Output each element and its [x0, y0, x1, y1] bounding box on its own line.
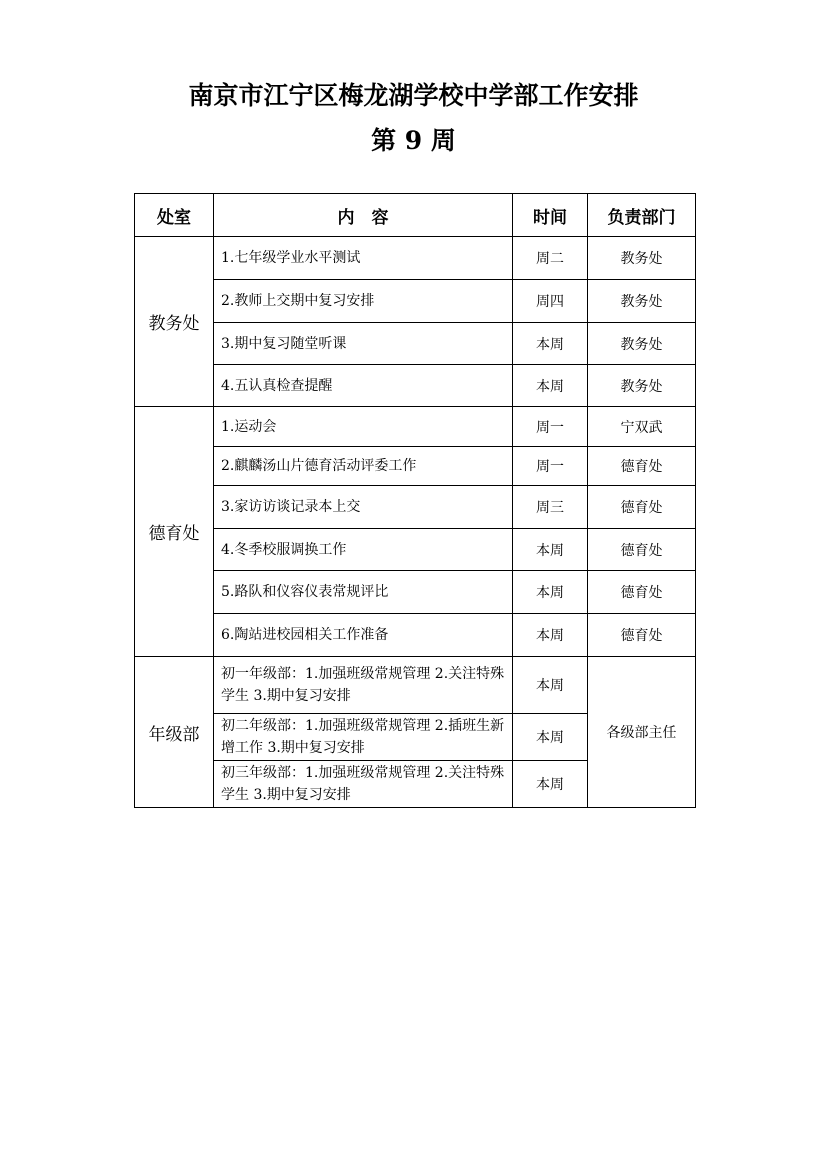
content-cell: 2.麒麟汤山片德育活动评委工作	[214, 447, 513, 486]
table-row	[135, 365, 696, 407]
content-cell: 初三年级部：1.加强班级常规管理 2.关注特殊学生 3.期中复习安排	[214, 761, 513, 808]
table-row	[135, 529, 696, 571]
owner-cell: 德育处	[588, 529, 696, 571]
table-row	[135, 657, 696, 714]
content-cell: 1.七年级学业水平测试	[214, 237, 513, 280]
dept-cell: 年级部	[135, 657, 214, 808]
time-cell: 本周	[513, 323, 588, 365]
table-row	[135, 323, 696, 365]
header-time: 时间	[513, 194, 588, 237]
owner-cell: 教务处	[588, 237, 696, 280]
header-row	[135, 194, 696, 237]
time-cell: 本周	[513, 614, 588, 657]
table-row	[135, 280, 696, 323]
content-cell: 初一年级部：1.加强班级常规管理 2.关注特殊学生 3.期中复习安排	[214, 657, 513, 714]
content-cell: 初二年级部：1.加强班级常规管理 2.插班生新增工作 3.期中复习安排	[214, 714, 513, 761]
table-row	[135, 447, 696, 486]
owner-cell: 宁双武	[588, 407, 696, 447]
time-cell: 周一	[513, 447, 588, 486]
time-cell: 本周	[513, 529, 588, 571]
week-title: 第 9 周	[371, 126, 456, 155]
time-cell: 周二	[513, 237, 588, 280]
time-cell: 本周	[513, 365, 588, 407]
owner-cell: 教务处	[588, 365, 696, 407]
content-cell: 4.五认真检查提醒	[214, 365, 513, 407]
content-cell: 2.教师上交期中复习安排	[214, 280, 513, 323]
content-cell: 5.路队和仪容仪表常规评比	[214, 571, 513, 614]
header-content: 内 容	[214, 194, 513, 237]
owner-cell: 各级部主任	[588, 657, 696, 808]
time-cell: 本周	[513, 761, 588, 808]
owner-cell: 教务处	[588, 323, 696, 365]
time-cell: 周一	[513, 407, 588, 447]
owner-cell: 教务处	[588, 280, 696, 323]
schedule-table	[134, 193, 696, 808]
table-row	[135, 614, 696, 657]
header-owner: 负责部门	[588, 194, 696, 237]
time-cell: 周四	[513, 280, 588, 323]
header-dept: 处室	[135, 194, 214, 237]
table-row	[135, 486, 696, 529]
content-cell: 1.运动会	[214, 407, 513, 447]
page-title: 南京市江宁区梅龙湖学校中学部工作安排	[188, 81, 639, 110]
owner-cell: 德育处	[588, 447, 696, 486]
time-cell: 本周	[513, 571, 588, 614]
content-cell: 3.期中复习随堂听课	[214, 323, 513, 365]
time-cell: 本周	[513, 657, 588, 714]
content-cell: 6.陶站进校园相关工作准备	[214, 614, 513, 657]
content-cell: 4.冬季校服调换工作	[214, 529, 513, 571]
time-cell: 本周	[513, 714, 588, 761]
table-row	[135, 571, 696, 614]
owner-cell: 德育处	[588, 614, 696, 657]
dept-cell: 德育处	[135, 407, 214, 657]
table-row	[135, 237, 696, 280]
owner-cell: 德育处	[588, 486, 696, 529]
content-cell: 3.家访访谈记录本上交	[214, 486, 513, 529]
time-cell: 周三	[513, 486, 588, 529]
owner-cell: 德育处	[588, 571, 696, 614]
table-row	[135, 407, 696, 447]
dept-cell: 教务处	[135, 237, 214, 407]
